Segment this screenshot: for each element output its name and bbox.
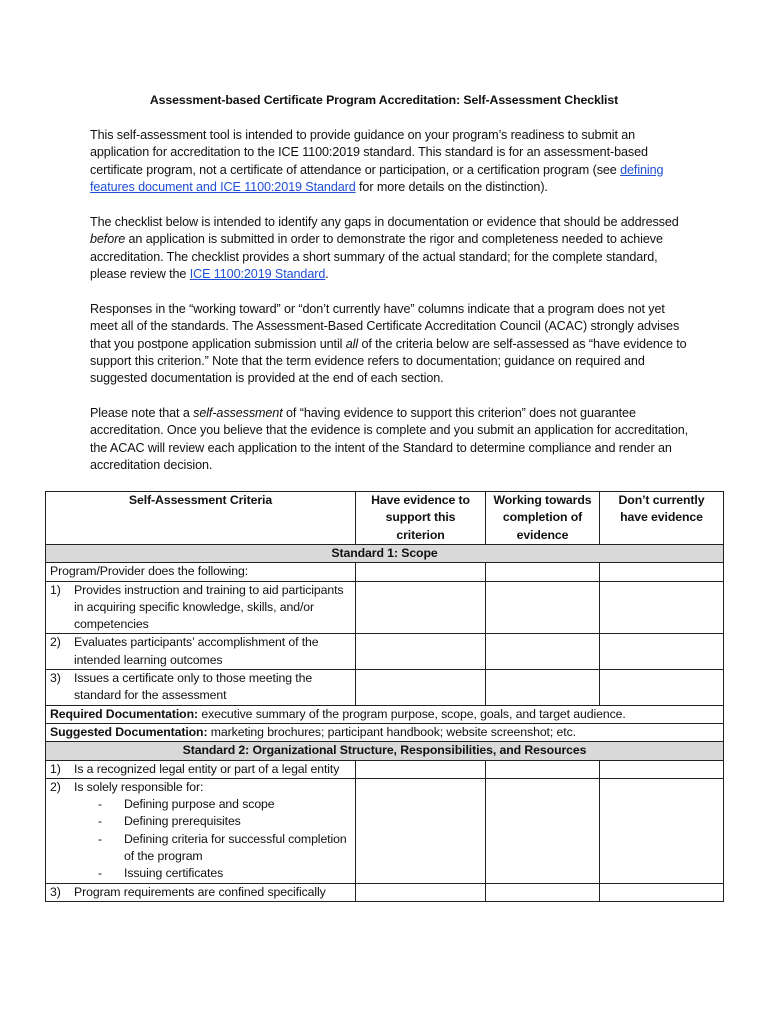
working-towards-cell[interactable]	[486, 883, 600, 901]
item-number: 1)	[50, 582, 61, 597]
standard-1-title: Standard 1: Scope	[46, 545, 724, 563]
p2-emphasis: before	[90, 232, 126, 247]
header-dont-have: Don’t currently have evidence	[600, 492, 724, 545]
criterion-cell	[46, 581, 356, 634]
required-label: Required Documentation:	[50, 706, 199, 721]
item-text: Is solely responsible for:	[74, 779, 204, 794]
working-towards-cell[interactable]	[486, 778, 600, 883]
item-number: 2)	[50, 779, 61, 794]
criterion-cell	[46, 670, 356, 706]
item-text: Evaluates participants’ accomplishment of the intended learning outcomes	[74, 635, 319, 667]
intro-paragraph-3	[90, 301, 690, 387]
criterion-cell	[46, 883, 356, 901]
list-item: - Defining criteria for successful completion of the program	[98, 831, 354, 866]
dont-have-cell[interactable]	[600, 634, 724, 670]
p4-text-a: Please note that a	[90, 406, 194, 420]
item-text: Program requirements are confined specifically	[74, 884, 326, 899]
list-item: - Defining purpose and scope	[98, 796, 354, 813]
standard-2-heading-row	[46, 742, 724, 760]
p2-text-c: .	[325, 266, 329, 281]
criterion-cell	[46, 778, 356, 883]
suggested-text: marketing brochures; participant handbook; website screenshot; etc.	[207, 724, 576, 739]
table-row	[46, 563, 724, 581]
table-header-row	[46, 492, 724, 545]
table-row	[46, 778, 724, 883]
p2-text-b: an application is submitted in order to demonstrate the rigor and completeness needed to achieve accreditation. The checklist provides a short summary of the actual standard; for the complete standard, please review the	[90, 232, 663, 281]
header-working-towards: Working towards completion of evidence	[486, 492, 600, 545]
item-text: Is a recognized legal entity or part of a legal entity	[74, 761, 340, 776]
p2-text-a: The checklist below is intended to identify any gaps in documentation or evidence that should be addressed	[90, 215, 679, 229]
dont-have-cell[interactable]	[600, 670, 724, 706]
working-towards-cell[interactable]	[486, 670, 600, 706]
have-evidence-cell[interactable]	[356, 670, 486, 706]
item-number: 3)	[50, 671, 61, 686]
p3-emphasis: all	[345, 336, 359, 351]
item-number: 2)	[50, 635, 61, 650]
standard-1-intro: Program/Provider does the following:	[46, 563, 356, 581]
criterion-cell	[46, 634, 356, 670]
list-item: - Defining prerequisites	[98, 813, 354, 830]
header-criteria: Self-Assessment Criteria	[46, 492, 356, 545]
p1-after: for more details on the distinction).	[355, 179, 548, 194]
dont-have-cell[interactable]	[600, 883, 724, 901]
item-text: Provides instruction and training to aid participants in acquiring specific knowledge, skills, and/or competencies	[74, 582, 344, 632]
table-row	[46, 634, 724, 670]
suggested-label: Suggested Documentation:	[50, 724, 208, 739]
required-text: executive summary of the program purpose, scope, goals, and target audience.	[198, 706, 626, 721]
working-towards-cell[interactable]	[486, 634, 600, 670]
header-have-evidence: Have evidence to support this criterion	[356, 492, 486, 545]
table-row	[46, 670, 724, 706]
dont-have-cell[interactable]	[600, 563, 724, 581]
have-evidence-cell[interactable]	[356, 634, 486, 670]
criterion-cell	[46, 760, 356, 778]
required-documentation-row	[46, 705, 724, 723]
item-number: 3)	[50, 884, 61, 899]
self-assessment-table	[45, 491, 724, 902]
have-evidence-cell[interactable]	[356, 883, 486, 901]
item-number: 1)	[50, 761, 61, 776]
list-item: - Issuing certificates	[98, 865, 354, 882]
intro-paragraph-2	[90, 214, 690, 283]
item-text: Issues a certificate only to those meeting the standard for the assessment	[74, 671, 313, 703]
intro-paragraph-1	[90, 127, 690, 196]
have-evidence-cell[interactable]	[356, 778, 486, 883]
document-title: Assessment-based Certificate Program Accreditation: Self-Assessment Checklist	[149, 93, 619, 107]
defining-features-link[interactable]: defining features document and ICE 1100:2019 Standard	[90, 162, 664, 194]
table-row	[46, 760, 724, 778]
suggested-documentation	[46, 723, 724, 741]
table-row	[46, 883, 724, 901]
have-evidence-cell[interactable]	[356, 760, 486, 778]
responsibility-list	[50, 796, 351, 882]
p3-text-a: Responses in the “working toward” or “don’t currently have” columns indicate that a program does not yet meet all of the standards. The Assessment-Based Certificate Accreditation Council (ACAC) strongly advises that you postpone application submission until	[90, 302, 680, 351]
p1-text: This self-assessment tool is intended to provide guidance on your program’s readiness to submit an application for accreditation to the ICE 1100:2019 standard. This standard is for an assessment-based certificate program, not a certificate of attendance or participation, or a certification program (see	[90, 128, 648, 177]
intro-paragraph-4	[90, 405, 690, 474]
dont-have-cell[interactable]	[600, 760, 724, 778]
required-documentation	[46, 705, 724, 723]
p4-emphasis: self-assessment	[193, 406, 283, 420]
working-towards-cell[interactable]	[486, 581, 600, 634]
p3-text-b: of the criteria below are self-assessed as “have evidence to support this criterion.” Note that the term evidence refers to documentation; guidance on required and suggested documentation is provided at the end of each section.	[90, 336, 687, 386]
suggested-documentation-row	[46, 723, 724, 741]
table-row	[46, 581, 724, 634]
standard-2-title: Standard 2: Organizational Structure, Responsibilities, and Resources	[46, 742, 724, 760]
dont-have-cell[interactable]	[600, 581, 724, 634]
standard-1-heading-row	[46, 545, 724, 563]
have-evidence-cell[interactable]	[356, 563, 486, 581]
ice-standard-link[interactable]: ICE 1100:2019 Standard	[189, 266, 326, 281]
working-towards-cell[interactable]	[486, 760, 600, 778]
have-evidence-cell[interactable]	[356, 581, 486, 634]
dont-have-cell[interactable]	[600, 778, 724, 883]
p4-text-b: of “having evidence to support this criterion” does not guarantee accreditation. Once you believe that the evidence is complete and you submit an application for accreditation, the ACAC will review each application to the intent of the Standard to determine compliance and render an accreditation decision.	[90, 406, 689, 472]
working-towards-cell[interactable]	[486, 563, 600, 581]
